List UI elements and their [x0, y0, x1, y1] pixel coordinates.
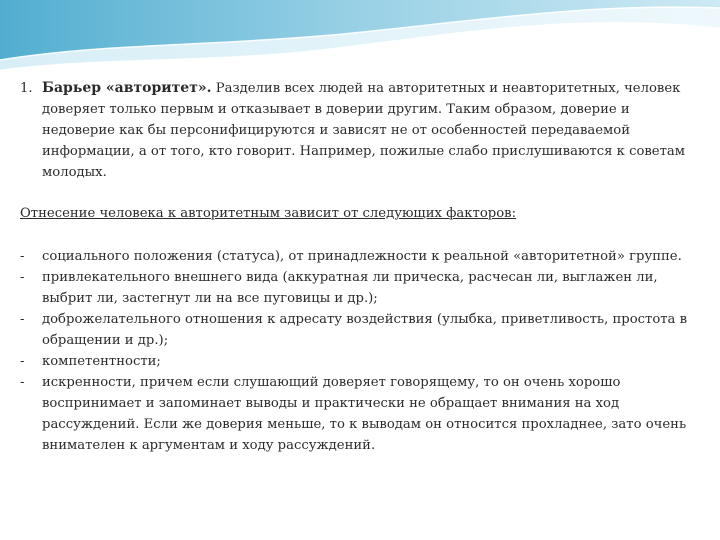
barrier-body: Разделив всех людей на авторитетных и неавторитетных, человек доверяет только первым и отказывает в доверии другим. Таким образом, доверие и недоверие как бы персонифицируются и зависят не от особенностей передаваемой информации, а от того, кто говорит. Например, пожилые слабо прислушиваются к советам молодых. — [42, 81, 686, 180]
list-item: - искренности, причем если слушающий доверяет говорящему, то он очень хорошо воспринимает и запоминает выводы и практически не обращает внимания на ход рассуждений. Если же доверия меньше, то к выводам он относится прохладнее, зато очень внимателен к аргументам и ходу рассуждений. — [20, 372, 690, 456]
bullet-dash: - — [20, 270, 25, 285]
list-item: - компетентности; — [20, 351, 690, 372]
bullet-dash: - — [20, 354, 25, 369]
slide-content — [20, 78, 690, 456]
factors-list — [20, 246, 690, 456]
factors-lead: Отнесение человека к авторитетным зависит от следующих факторов: — [20, 206, 517, 221]
bullet-dash: - — [20, 249, 25, 264]
list-item: - привлекательного внешнего вида (аккуратная ли прическа, расчесан ли, выглажен ли, выбрит ли, застегнут ли на все пуговицы и др.); — [20, 267, 690, 309]
bullet-dash: - — [20, 312, 25, 327]
list-item: - доброжелательного отношения к адресату воздействия (улыбка, приветливость, простота в обращении и др.); — [20, 309, 690, 351]
barrier-heading: Барьер «авторитет». — [42, 80, 212, 96]
item-number: 1. — [20, 81, 33, 96]
bullet-dash: - — [20, 375, 25, 390]
barrier-paragraph — [20, 78, 690, 183]
decorative-wave-header — [0, 0, 720, 90]
list-item: - социального положения (статуса), от принадлежности к реальной «авторитетной» группе. — [20, 246, 690, 267]
